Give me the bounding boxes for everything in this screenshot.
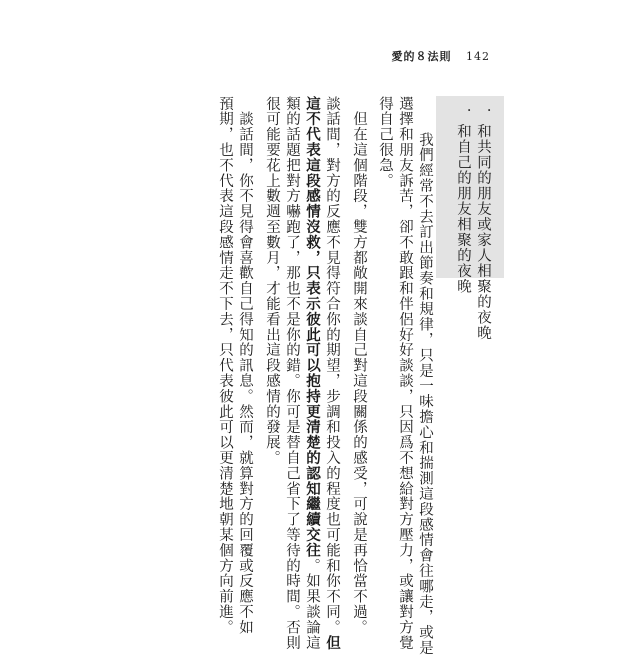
book-title: 愛的８法則	[391, 50, 452, 63]
text-column: 得自己很急。	[377, 96, 393, 189]
running-header	[392, 48, 491, 64]
text-column: 談話間，你不見得會喜歡自己得知的訊息。然而，就算對方的回覆或反應不如	[237, 96, 253, 635]
bold-text-run: 這不代表這段感情沒救，只表示彼此可以抱持更清楚的認知繼續交往	[304, 96, 321, 558]
page-number: 142	[466, 50, 490, 63]
text-run: 談話間，對方的反應不見得符合你的期望，步調和投入的程度也可能和你不同。	[324, 96, 340, 635]
text-column: 選擇和朋友訴苦，卻不敢跟和伴侶好好談談，只因爲不想給對方壓力，或讓對方覺	[397, 96, 413, 651]
text-column: 類的話題把對方嚇跑了，那也不是你的錯。你可是替自己省下了等待的時間。否則	[284, 96, 300, 651]
bold-text-run: 但	[324, 635, 341, 651]
bullet-item: ．和共同的朋友或家人相聚的夜晚	[475, 108, 491, 341]
text-column: 但在這個階段，雙方都敞開來談自己對這段關係的感受，可說是再恰當不過。	[351, 96, 367, 635]
text-column: 我們經常不去訂出節奏和規律，只是一味擔心和揣測這段感情會往哪走，或是	[417, 132, 433, 656]
text-run: 。如果談論這	[304, 558, 320, 651]
text-column: 預期，也不代表這段感情走不下去，只代表彼此可以更清楚地朝某個方向前進。	[217, 96, 233, 635]
text-column	[325, 96, 340, 650]
bullet-item: ．和自己的朋友相聚的夜晚	[455, 108, 471, 294]
text-column: 很可能要花上數週至數月，才能看出這段感情的發展。	[264, 96, 280, 466]
text-column	[305, 96, 320, 650]
